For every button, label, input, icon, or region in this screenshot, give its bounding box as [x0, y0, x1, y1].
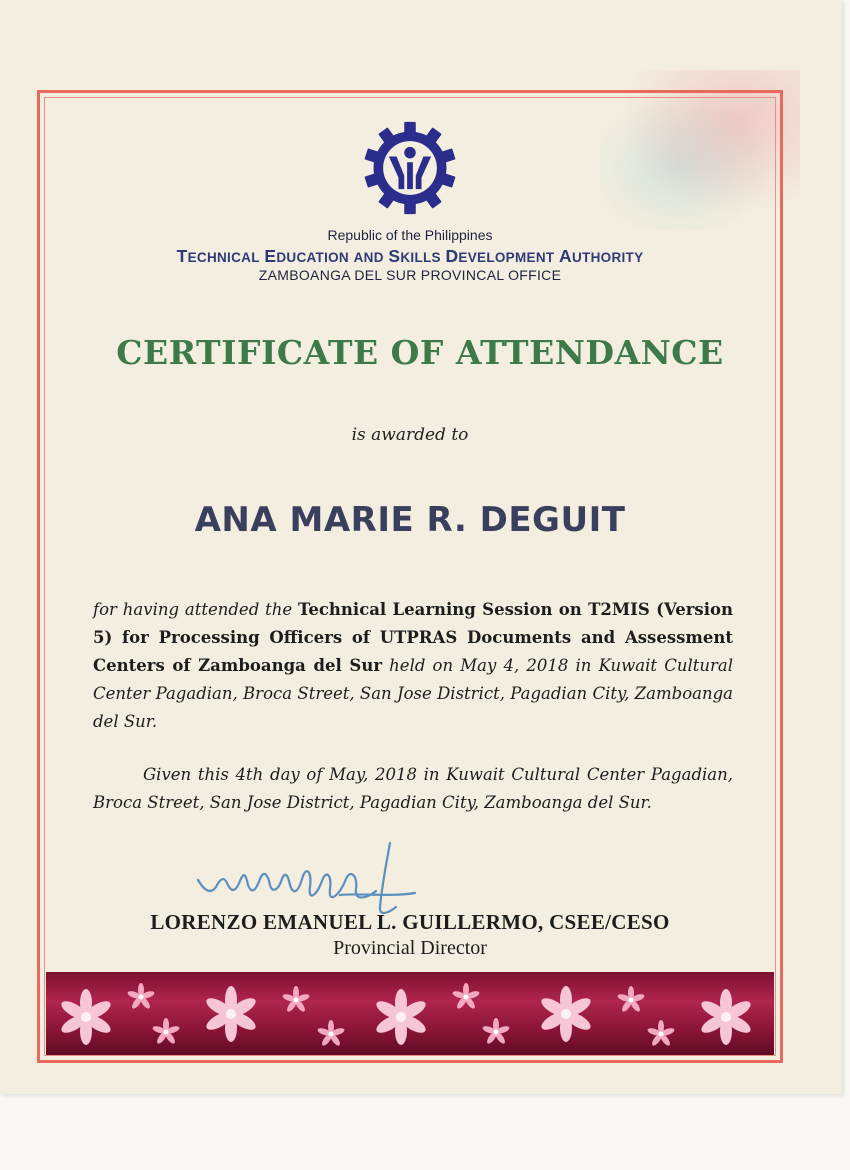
agency-word: AUTHORITY — [559, 246, 644, 266]
certificate-title: CERTIFICATE OF ATTENDANCE — [116, 333, 724, 372]
office-line: ZAMBOANGA DEL SUR PROVINCAL OFFICE — [258, 267, 562, 283]
paragraph-lead: for having attended the — [93, 600, 293, 619]
awarded-to-text: is awarded to — [351, 425, 469, 445]
signatory-position: Provincial Director — [333, 937, 487, 959]
event-details: held on May 4, 2018 in Kuwait Cultural Center Pagadian, Broca Street, San Jose District, Pagadian City, Zamboanga del Sur. — [93, 656, 733, 731]
agency-word: TECHNICAL — [176, 246, 260, 266]
agency-name — [60, 246, 760, 267]
recipient-name: ANA MARIE R. DEGUIT — [194, 500, 626, 540]
agency-word: SKILLS — [388, 246, 441, 266]
agency-word: EDUCATION — [264, 246, 349, 266]
signatory-name: LORENZO EMANUEL L. GUILLERMO, CSEE/CESO — [150, 910, 670, 934]
event-name: Technical Learning Session on T2MIS (Version 5) for Processing Officers of UTPRAS Documents and Assessment Centers of Zamboanga del Sur — [93, 600, 733, 675]
agency-word: AND — [353, 250, 384, 265]
given-paragraph: Given this 4th day of May, 2018 in Kuwait Cultural Center Pagadian, Broca Street, San Jose District, Pagadian City, Zamboanga del Sur. — [93, 765, 733, 812]
agency-word: DEVELOPMENT — [445, 246, 555, 266]
attendance-paragraph — [93, 596, 733, 736]
republic-line: Republic of the Philippines — [327, 227, 493, 243]
tesda-logo-icon — [362, 120, 458, 216]
floral-border — [46, 972, 774, 1055]
floral-pattern — [46, 972, 774, 1055]
